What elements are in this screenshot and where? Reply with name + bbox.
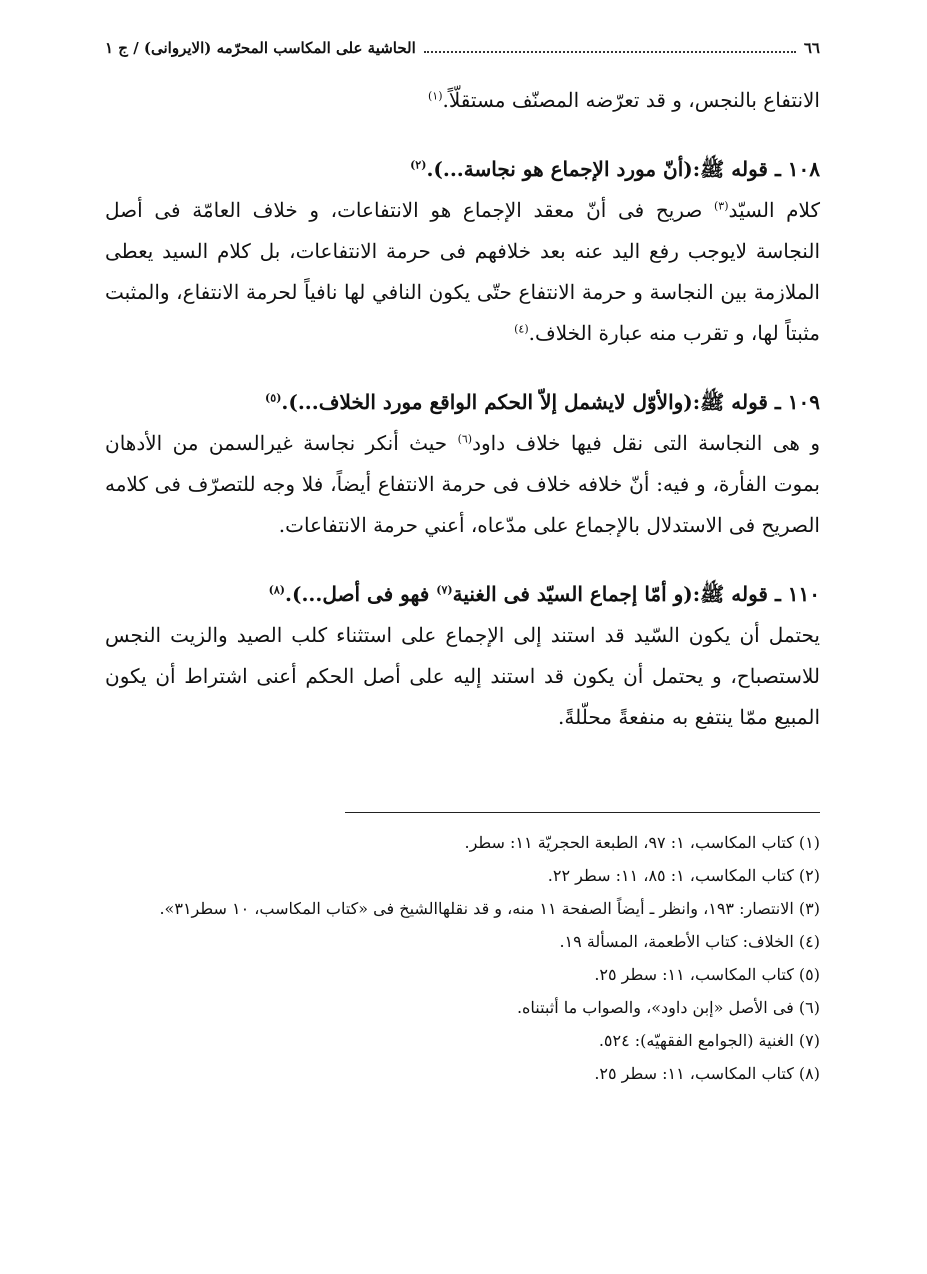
footnote-ref: (٥) bbox=[265, 391, 282, 405]
book-title: الحاشية على المكاسب المحرّمه (الايروانى) / ج ١ bbox=[105, 39, 416, 57]
page-number: ٦٦ bbox=[803, 39, 820, 57]
footnote-separator bbox=[345, 812, 820, 813]
footnote-ref: (٦) bbox=[457, 432, 473, 446]
footnote-ref: (٣) bbox=[713, 199, 729, 213]
section-109-heading: ١٠٩ ـ قوله ﷺ:(والأوّل لايشمل إلاّ الحكم الواقع مورد الخلاف...).$^{(٥)}$ bbox=[265, 390, 820, 414]
intro-paragraph: الانتفاع بالنجس، و قد تعرّضه المصنّف مستقلّاً.$^{(١)}$ bbox=[428, 88, 820, 112]
section-gap bbox=[105, 121, 820, 149]
section-110-paragraph: يحتمل أن يكون السّيد قد استند إلى الإجماع على استثناء كلب الصيد والزيت النجس للاستصباح، و يحتمل أن يكون قد استند إليه على أصل الحكم أعنى اشتراط أن يكون المبيع ممّا ينتفع به منفعةً محلّلةً. bbox=[105, 623, 820, 729]
footnotes-list bbox=[105, 826, 820, 1090]
footnote: (٨) كتاب المكاسب، ١١: سطر ٢٥. bbox=[594, 1064, 820, 1083]
footnote: (١) كتاب المكاسب، ١: ٩٧، الطبعة الحجريّة ١١: سطر. bbox=[464, 833, 820, 852]
section-108-paragraph: كلام السيّد$^{(٣)}$ صريح فى أنّ معقد الإجماع هو الانتفاعات، و خلاف العامّة فى أصل النجاسة لايوجب رفع اليد عنه بعد خلافهم فى حرمة الانتفاعات، بل كلام السيد يعطى الملازمة بين النجاسة و حرمة الانتفاع حتّى يكون النافي لها نافياً لحرمة الانتفاع، والمثبت مثبتاً لها، و تقرب منه عبارة الخلاف.$^{(٤)}$ bbox=[105, 198, 820, 345]
section-109-paragraph: و هى النجاسة التى نقل فيها خلاف داود$^{(٦)}$ حيث أنكر نجاسة غيرالسمن من الأدهان بموت الفأرة، و فيه: أنّ خلافه خلاف فى حرمة الانتفاع أيضاً، فلا وجه للتصرّف فى كلامه الصريح فى الاستدلال بالإجماع على مدّعاه، أعني حرمة الانتفاعات. bbox=[105, 431, 820, 537]
section-gap bbox=[105, 546, 820, 574]
main-text bbox=[105, 80, 820, 738]
footnote: (٦) فى الأصل «إبن داود»، والصواب ما أثبتناه. bbox=[516, 998, 820, 1017]
running-header bbox=[105, 34, 820, 62]
header-dot-leader bbox=[424, 51, 796, 53]
section-110-heading: ١١٠ ـ قوله ﷺ:(و أمّا إجماع السيّد فى الغنية$^{(٧)}$ فهو فى أصل...).$^{(٨)}$ bbox=[268, 582, 820, 606]
footnote-ref: (٨) bbox=[268, 583, 286, 597]
footnote: (٢) كتاب المكاسب، ١: ٨٥، ١١: سطر ٢٢. bbox=[547, 866, 820, 885]
section-108-heading: ١٠٨ ـ قوله ﷺ:(أنّ مورد الإجماع هو نجاسة...).$^{(٢)}$ bbox=[410, 157, 820, 181]
footnote-ref: (٧) bbox=[436, 583, 453, 597]
footnote: (٧) الغنية (الجوامع الفقهيّه): ٥٢٤. bbox=[598, 1031, 820, 1050]
footnote: (٥) كتاب المكاسب، ١١: سطر ٢٥. bbox=[594, 965, 820, 984]
footnote-ref: (١) bbox=[428, 89, 443, 103]
footnote: (٣) الانتصار: ١٩٣، وانظر ـ أيضاً الصفحة ١١ منه، و قد نقلهاالشيخ فى «كتاب المكاسب، ١٠ سطر٣١». bbox=[159, 899, 820, 918]
section-gap bbox=[105, 354, 820, 382]
footnote-ref: (٤) bbox=[514, 322, 529, 336]
footnote: (٤) الخلاف: كتاب الأطعمة، المسألة ١٩. bbox=[559, 932, 820, 951]
footnote-ref: (٢) bbox=[410, 158, 427, 172]
